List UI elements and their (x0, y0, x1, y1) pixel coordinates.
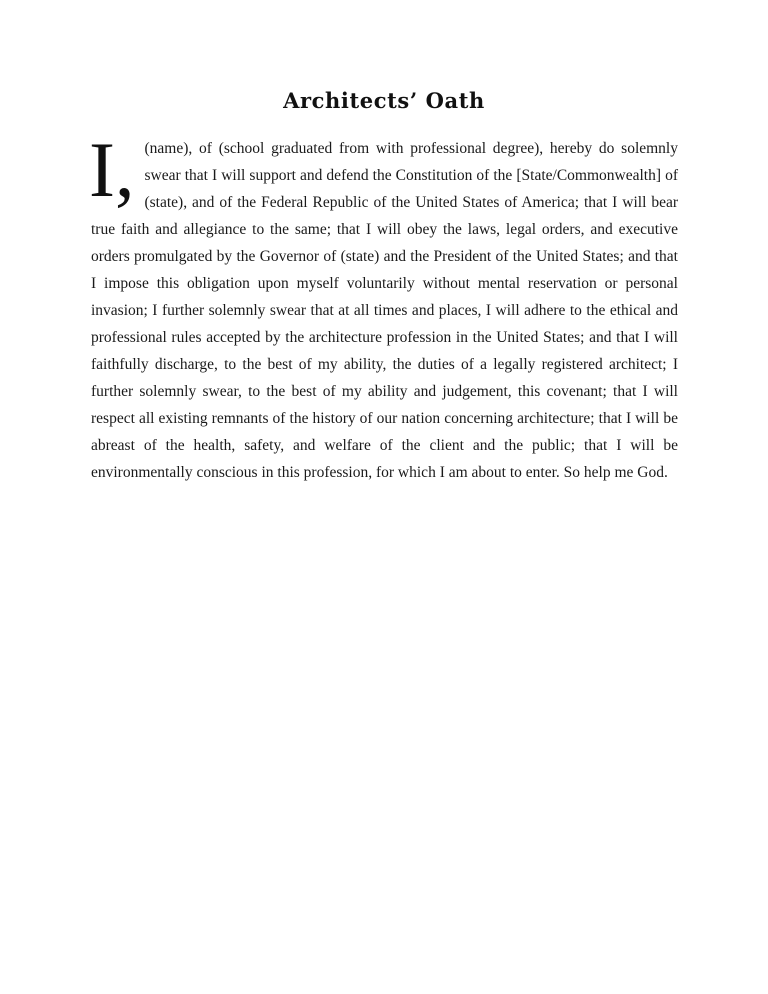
document-title: Architects’ Oath (283, 88, 485, 113)
oath-paragraph (89, 126, 678, 486)
oath-text: (name), of (school graduated from with professional degree), hereby do solemnly swear that I will support and defend the Constitution of the [State/Commonwealth] of (state), and of the Federal Republic of the United States of America; that I will bear true faith and allegiance to the same; that I will obey the laws, legal orders, and executive orders promulgated by the Governor of (state) and the President of the United States; and that I impose this obligation upon myself voluntarily without mental reservation or personal invasion; I further solemnly swear that at all times and places, I will adhere to the ethical and professional rules accepted by the architecture profession in the United States; and that I will faithfully discharge, to the best of my ability, the duties of a legally registered architect; I further solemnly swear, to the best of my ability and judgement, this covenant; that I will respect all existing remnants of the history of our nation concerning architecture; that I will be abreast of the health, safety, and welfare of the client and the public; that I will be environmentally conscious in this profession, for which I am about to enter. So help me God. (91, 140, 678, 481)
drop-cap: I, (89, 126, 135, 213)
